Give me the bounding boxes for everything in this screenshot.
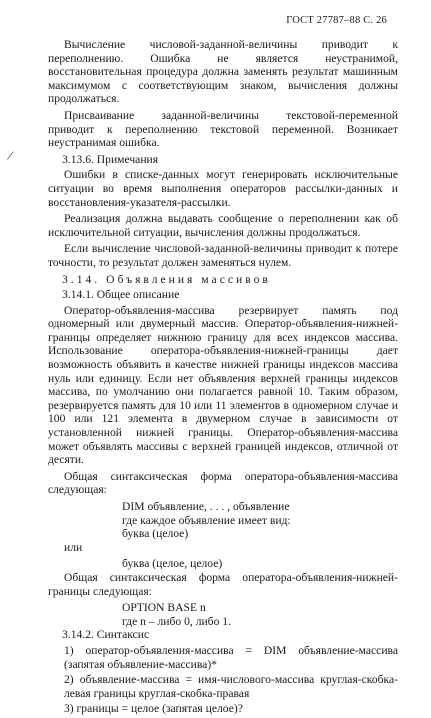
- page-header: ГОСТ 27787–88 С. 26: [286, 15, 387, 26]
- syntax-rule-2: 2) объявление-массива = имя-числового-массива круглая-скобка-левая границы круглая-скобка-правая: [64, 673, 398, 700]
- paragraph-overflow-numeric: Вычисление числовой-заданной-величины приводит к переполнению. Ошибка не является неустранимой, восстановительная процедура должна заменять результат машинным максимумом с соответствующим знаком, вычисления должны продолжаться.: [48, 38, 398, 106]
- paragraph-option-base-intro: Общая синтаксическая форма оператора-объявления-нижней-границы следующая:: [48, 570, 398, 598]
- code-or: или: [64, 540, 83, 554]
- paragraph-precision-loss: Если вычисление числовой-заданной-величины приводит к потере точности, то результат должен заменяться нулем.: [48, 242, 398, 269]
- margin-pen-mark: /: [5, 148, 15, 165]
- section-3-13-6-heading: 3.13.6. Примечания: [62, 152, 159, 166]
- document-body: [48, 38, 398, 718]
- syntax-rule-3: 3) границы = целое (запятая целое)?: [64, 702, 243, 716]
- paragraph-array-declaration: Оператор-объявления-массива резервирует память под одномерный или двумерный массив. Оператор-объявления-нижней-границы определяет нижнюю границу для всех индексов массива. Использование оператора-объявления-нижней-границы дает возможность объявить в качестве нижней границы индексов массива нуль или единицу. Если нет объявления верхней границы индексов массива, по умолчанию они полагается равной 10. Таким образом, резервируется память для 10 или 11 элементов в одномерном случае и 100 или 121 элемента в двумерном случае в зависимости от установленной нижней границы. Оператор-объявления-массива может объявлять массивы с верхней границей индексов, отличной от десяти.: [48, 303, 398, 467]
- paragraph-data-list-errors: Ошибки в списке-данных могут генерировать исключительные ситуации во время выполнения операторов рассылки-данных и восстановления-указателя-рассылки.: [48, 168, 398, 209]
- code-letter-integer: буква (целое): [122, 527, 189, 541]
- section-3-14-1-heading: 3.14.1. Общее описание: [62, 288, 180, 302]
- code-option-base: OPTION BASE n: [122, 601, 206, 615]
- code-letter-two-integers: буква (целое, целое): [122, 557, 223, 571]
- section-3-14-heading: 3.14. Объявления массивов: [62, 272, 271, 286]
- syntax-rule-1: 1) оператор-объявления-массива = DIM объявление-массива (запятая объявление-массива)*: [64, 643, 398, 671]
- code-n-values: где n – либо 0, либо 1.: [122, 614, 231, 628]
- code-where-clause: где каждое объявление имеет вид:: [122, 513, 291, 527]
- section-3-14-2-heading: 3.14.2. Синтаксис: [62, 628, 150, 642]
- paragraph-overflow-message: Реализация должна выдавать сообщение о переполнении как об исключительной ситуации, вычисления должны продолжаться.: [48, 212, 398, 239]
- paragraph-overflow-string: Присваивание заданной-величины текстовой-переменной приводит к переполнению текстовой переменной. Возникает неустранимая ошибка.: [48, 108, 398, 150]
- paragraph-dim-syntax-intro: Общая синтаксическая форма оператора-объявления-массива следующая:: [48, 469, 398, 497]
- code-dim-statement: DIM объявление, . . . , объявление: [122, 500, 290, 513]
